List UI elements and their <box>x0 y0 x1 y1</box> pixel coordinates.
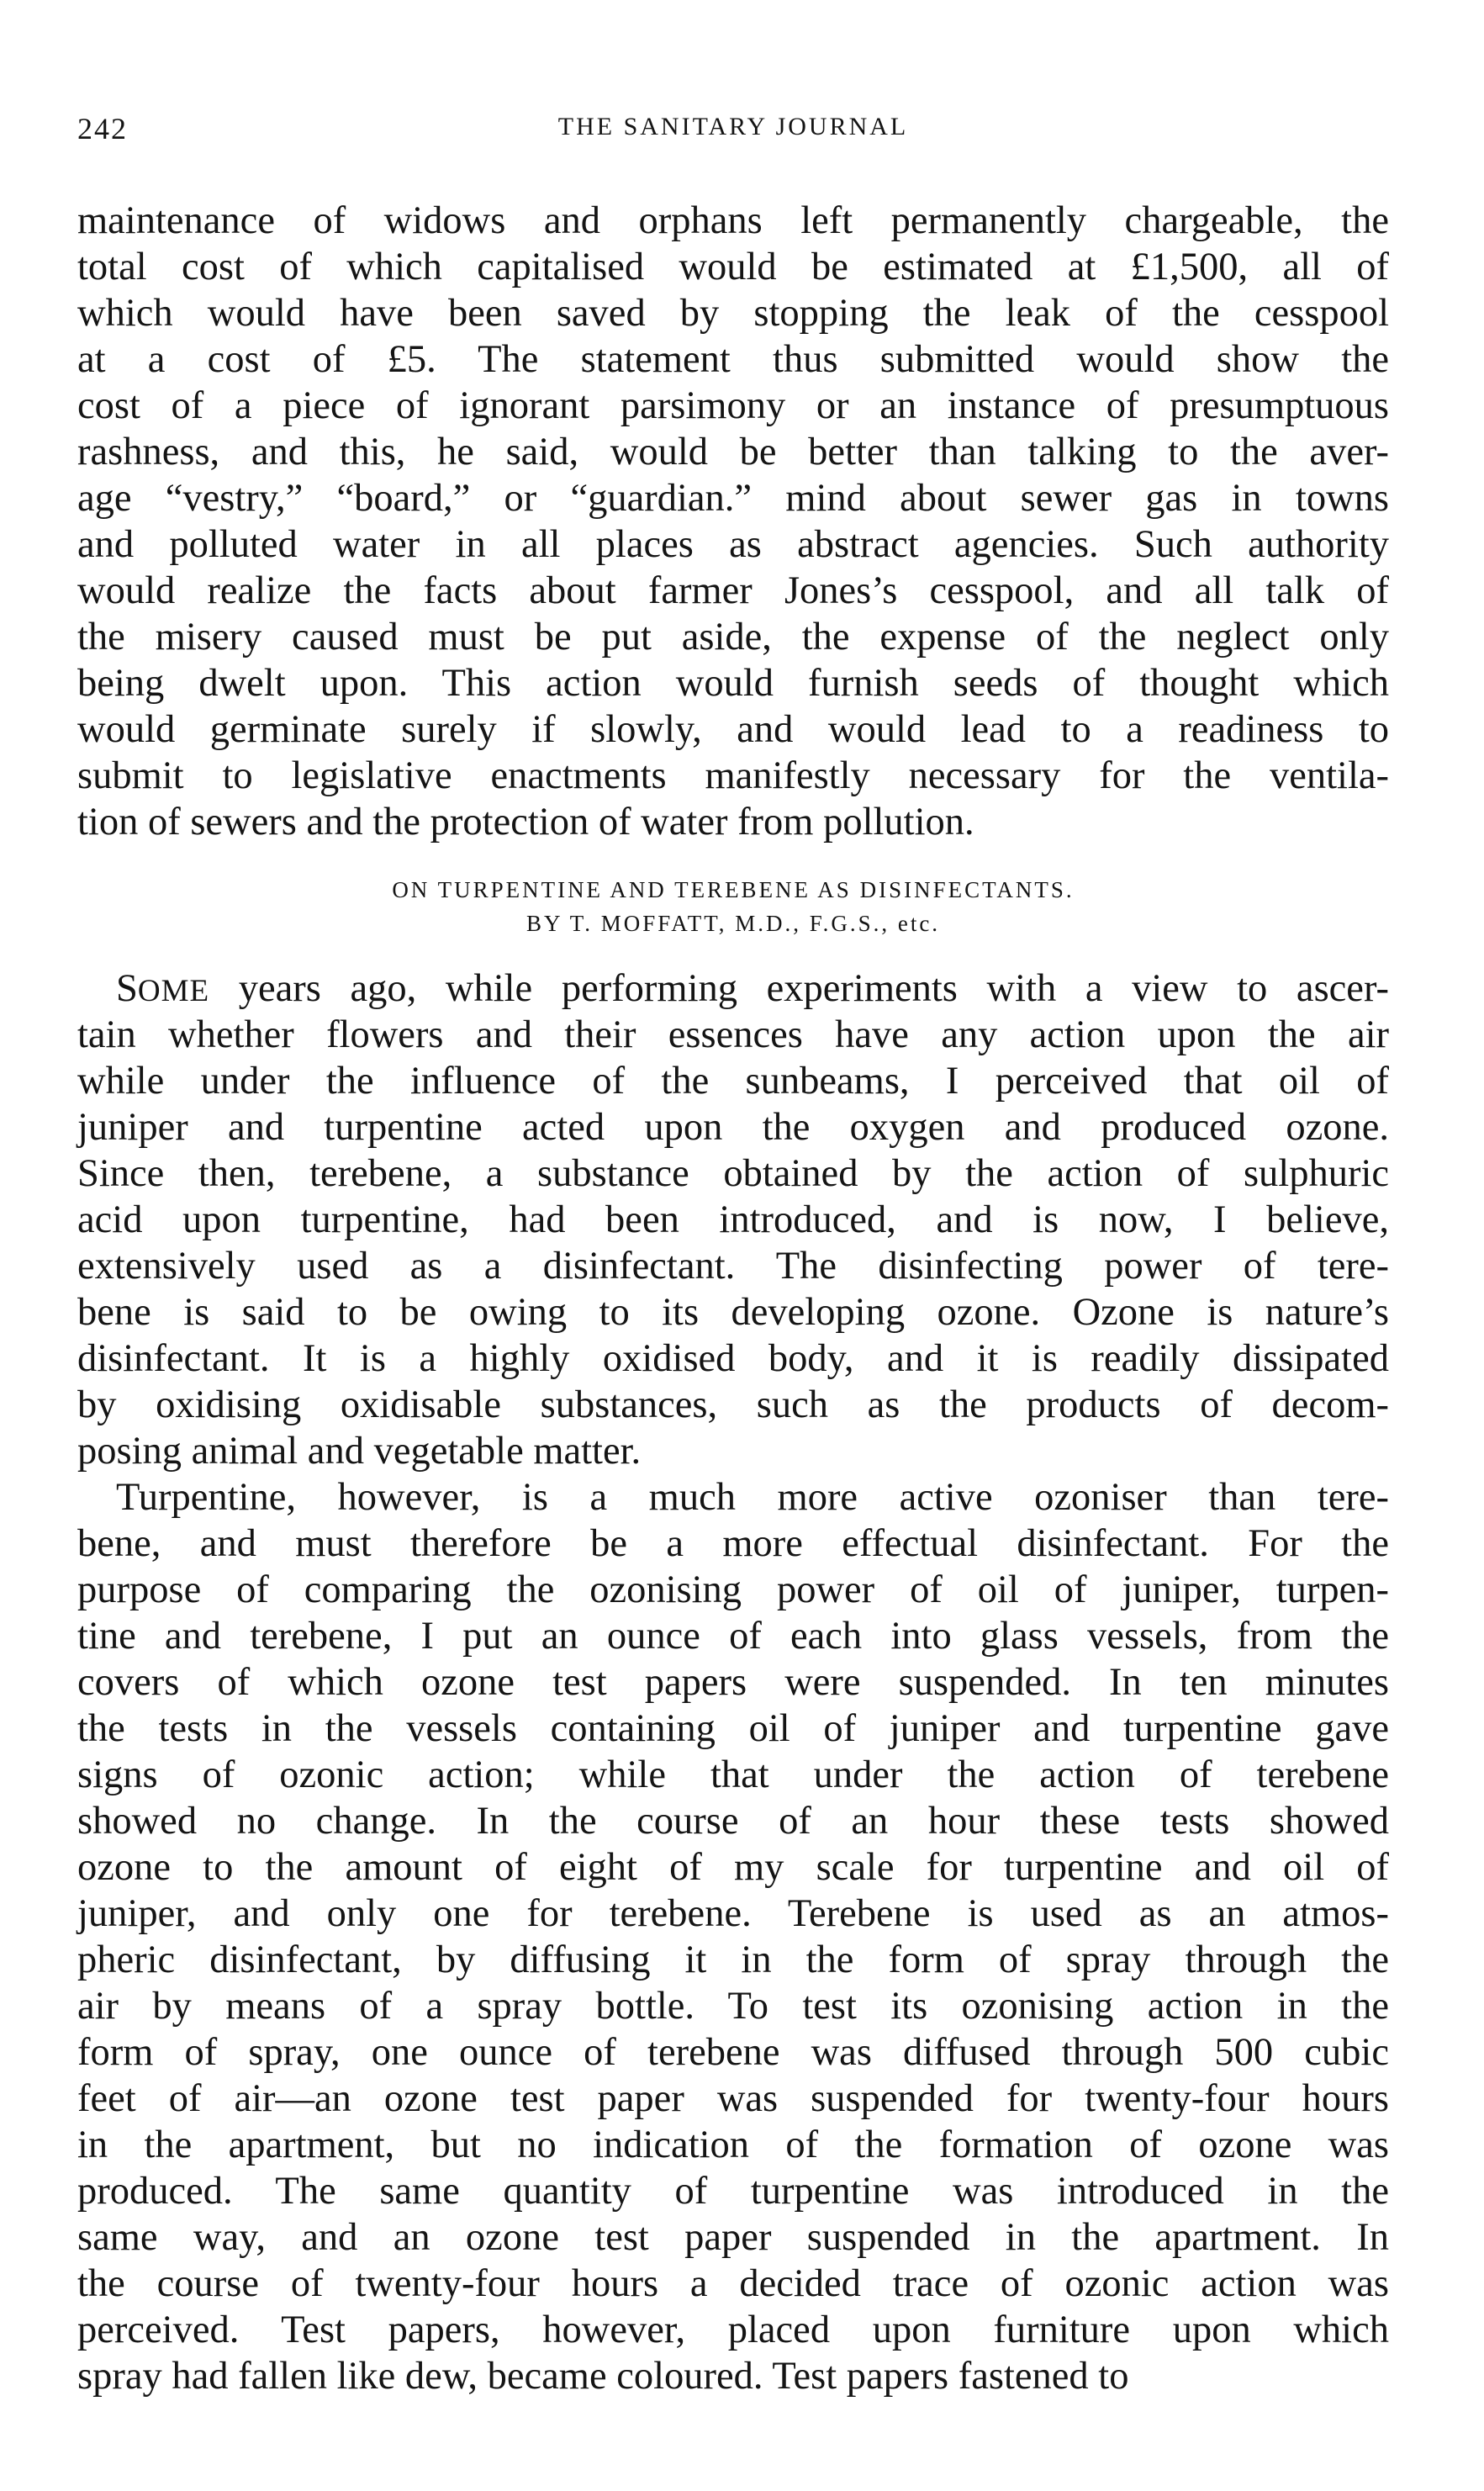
text-line: tine and terebene, I put an ounce of each into glass vessels, from the <box>77 1615 1389 1658</box>
text-line: bene is said to be owing to its developing ozone. Ozone is nature’s <box>77 1291 1389 1334</box>
article-paragraph-1 <box>77 965 1389 1474</box>
running-head <box>77 111 1389 153</box>
text-line: would realize the facts about farmer Jones’s cesspool, and all talk of <box>77 569 1389 612</box>
text-line: perceived. Test papers, however, placed upon furniture upon which <box>77 2309 1389 2351</box>
text-line: showed no change. In the course of an hour these tests showed <box>77 1800 1389 1843</box>
article-paragraph-2 <box>77 1474 1389 2399</box>
continuation-paragraph <box>77 198 1389 845</box>
text-line: posing animal and vegetable matter. <box>77 1430 642 1473</box>
text-line: while under the influence of the sunbeams, I perceived that oil of <box>77 1060 1389 1103</box>
text-line: tion of sewers and the protection of water from pollution. <box>77 801 974 844</box>
text-line: juniper and turpentine acted upon the oxygen and produced ozone. <box>77 1106 1389 1149</box>
text-line: acid upon turpentine, had been introduced, and is now, I believe, <box>77 1198 1389 1241</box>
drop-letter: S <box>116 967 138 1010</box>
text-line: pheric disinfectant, by diffusing it in the form of spray through the <box>77 1938 1389 1981</box>
text-line: rashness, and this, he said, would be better than talking to the aver- <box>77 431 1389 473</box>
paragraph-first-line <box>77 965 1389 1012</box>
text-line: by oxidising oxidisable substances, such as the products of decom- <box>77 1383 1389 1426</box>
text-line: produced. The same quantity of turpentine was introduced in the <box>77 2170 1389 2213</box>
text-line: cost of a piece of ignorant parsimony or an instance of presumptuous <box>77 384 1389 427</box>
text-line: maintenance of widows and orphans left permanently chargeable, the <box>77 199 1389 242</box>
text-line: bene, and must therefore be a more effectual disinfectant. For the <box>77 1522 1389 1565</box>
page-number: 242 <box>77 112 128 145</box>
text-line: signs of ozonic action; while that under the action of terebene <box>77 1753 1389 1796</box>
text-line: and polluted water in all places as abstract agencies. Such authority <box>77 523 1389 566</box>
text-line: ozone to the amount of eight of my scale for turpentine and oil of <box>77 1846 1389 1889</box>
text-line: form of spray, one ounce of terebene was diffused through 500 cubic <box>77 2031 1389 2074</box>
journal-title: THE SANITARY JOURNAL <box>557 113 909 140</box>
text-line: Since then, terebene, a substance obtained by the action of sulphuric <box>77 1152 1389 1195</box>
text-line: being dwelt upon. This action would furnish seeds of thought which <box>77 662 1389 705</box>
text-line: which would have been saved by stopping the leak of the cesspool <box>77 292 1389 335</box>
text-line: the course of twenty-four hours a decided trace of ozonic action was <box>77 2262 1389 2305</box>
article-byline: BY T. MOFFATT, M.D., F.G.S., etc. <box>525 911 941 936</box>
text-line: submit to legislative enactments manifestly necessary for the ventila- <box>77 754 1389 797</box>
text-line: in the apartment, but no indication of the formation of ozone was <box>77 2123 1389 2166</box>
text-line: at a cost of £5. The statement thus submitted would show the <box>77 338 1389 381</box>
text-line: juniper, and only one for terebene. Terebene is used as an atmos- <box>77 1892 1389 1935</box>
text-line: disinfectant. It is a highly oxidised body, and it is readily dissipated <box>77 1337 1389 1380</box>
article-title: ON TURPENTINE AND TEREBENE AS DISINFECTANTS. <box>392 877 1075 902</box>
first-line-text: years ago, while performing experiments with a view to ascer- <box>209 967 1389 1010</box>
text-line: would germinate surely if slowly, and would lead to a readiness to <box>77 708 1389 751</box>
text-line: covers of which ozone test papers were suspended. In ten minutes <box>77 1661 1389 1704</box>
text-line: total cost of which capitalised would be estimated at £1,500, all of <box>77 246 1389 288</box>
text-line: air by means of a spray bottle. To test its ozonising action in the <box>77 1985 1389 2028</box>
text-line: extensively used as a disinfectant. The disinfecting power of tere- <box>77 1245 1389 1288</box>
text-line: same way, and an ozone test paper suspended in the apartment. In <box>77 2216 1389 2259</box>
text-line: spray had fallen like dew, became coloured. Test papers fastened to <box>77 2355 1129 2398</box>
text-line: feet of air—an ozone test paper was suspended for twenty-four hours <box>77 2077 1389 2120</box>
text-line: the misery caused must be put aside, the expense of the neglect only <box>77 616 1389 658</box>
text-line: tain whether flowers and their essences have any action upon the air <box>77 1013 1389 1056</box>
small-caps-word: OME <box>137 974 210 1008</box>
text-line: Turpentine, however, is a much more active ozoniser than tere- <box>116 1476 1389 1519</box>
text-line: the tests in the vessels containing oil of juniper and turpentine gave <box>77 1707 1389 1750</box>
text-line: age “vestry,” “board,” or “guardian.” mind about sewer gas in towns <box>77 477 1389 520</box>
text-line: purpose of comparing the ozonising power of oil of juniper, turpen- <box>77 1568 1389 1611</box>
